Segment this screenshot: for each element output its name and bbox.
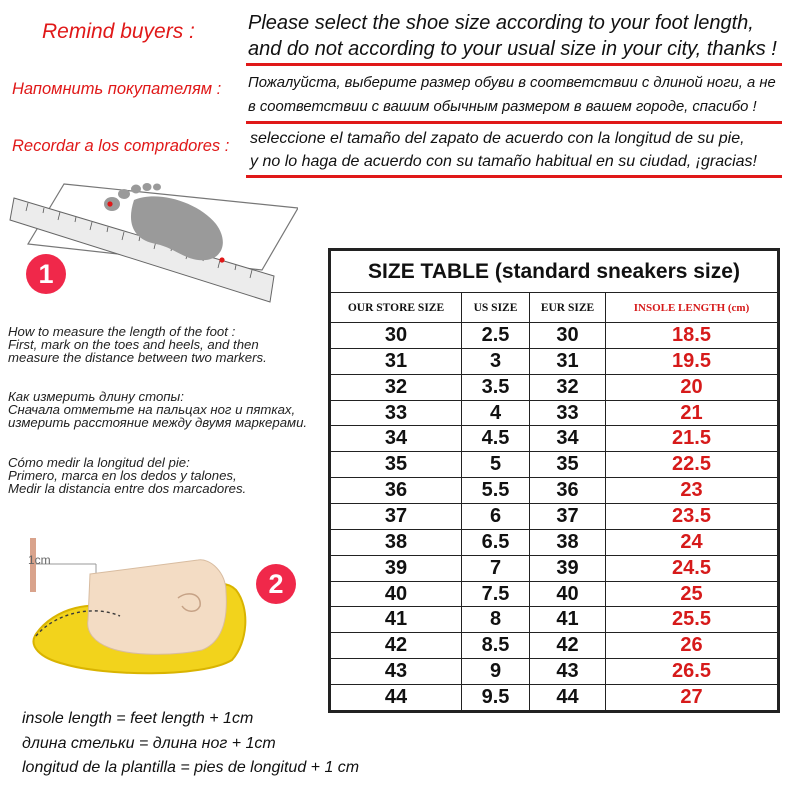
howto-line: Medir la distancia entre dos marcadores. — [8, 481, 247, 496]
store-size-cell: 41 — [331, 607, 462, 633]
insole-length-cell: 18.5 — [606, 323, 778, 349]
howto-line: измерить расстояние между двумя маркерами. — [8, 415, 308, 430]
store-size-cell: 40 — [331, 581, 462, 607]
red-underline — [246, 63, 782, 66]
table-row — [331, 323, 778, 349]
store-size-cell: 39 — [331, 555, 462, 581]
header-us-size: US SIZE — [462, 293, 530, 323]
table-row — [331, 529, 778, 555]
howto-line: Сначала отметьте на пальцах ног и пятках, — [8, 402, 296, 417]
store-size-cell: 31 — [331, 348, 462, 374]
howto-line: Cómo medir la longitud del pie: — [8, 455, 190, 470]
foot-shape — [88, 560, 227, 654]
us-size-cell: 5.5 — [462, 478, 530, 504]
header-eur-size: EUR SIZE — [530, 293, 606, 323]
insole-length-cell: 21 — [606, 400, 778, 426]
eur-size-cell: 38 — [530, 529, 606, 555]
insole-length-cell: 25.5 — [606, 607, 778, 633]
step-badge-2: 2 — [256, 564, 296, 604]
store-size-cell: 42 — [331, 633, 462, 659]
eur-size-cell: 43 — [530, 659, 606, 685]
howto-line: Primero, marca en los dedos y talones, — [8, 468, 237, 483]
store-size-cell: 44 — [331, 685, 462, 711]
insole-length-cell: 19.5 — [606, 348, 778, 374]
store-size-cell: 36 — [331, 478, 462, 504]
foot-ruler-illustration — [8, 178, 298, 318]
insole-length-cell: 21.5 — [606, 426, 778, 452]
red-underline — [246, 121, 782, 124]
table-row — [331, 685, 778, 711]
table-row — [331, 426, 778, 452]
us-size-cell: 8 — [462, 607, 530, 633]
insole-length-cell: 27 — [606, 685, 778, 711]
insole-length-cell: 25 — [606, 581, 778, 607]
header-store-size: OUR STORE SIZE — [331, 293, 462, 323]
table-row — [331, 478, 778, 504]
table-row — [331, 348, 778, 374]
formula-english: insole length = feet length + 1cm — [22, 710, 254, 727]
eur-size-cell: 30 — [530, 323, 606, 349]
size-table — [328, 248, 780, 713]
reminder-line: Please select the shoe size according to your foot length, — [248, 12, 754, 34]
store-size-cell: 43 — [331, 659, 462, 685]
reminder-line: and do not according to your usual size in your city, thanks ! — [248, 38, 777, 60]
us-size-cell: 6 — [462, 504, 530, 530]
eur-size-cell: 34 — [530, 426, 606, 452]
table-row — [331, 555, 778, 581]
insole-length-cell: 23 — [606, 478, 778, 504]
eur-size-cell: 35 — [530, 452, 606, 478]
eur-size-cell: 36 — [530, 478, 606, 504]
store-size-cell: 38 — [331, 529, 462, 555]
store-size-cell: 37 — [331, 504, 462, 530]
table-row — [331, 607, 778, 633]
eur-size-cell: 40 — [530, 581, 606, 607]
store-size-cell: 33 — [331, 400, 462, 426]
insole-length-cell: 26 — [606, 633, 778, 659]
table-row — [331, 374, 778, 400]
foot-insole-illustration — [14, 538, 250, 688]
us-size-cell: 8.5 — [462, 633, 530, 659]
insole-length-cell: 20 — [606, 374, 778, 400]
size-table-title: SIZE TABLE (standard sneakers size) — [331, 251, 778, 293]
table-row — [331, 504, 778, 530]
eur-size-cell: 31 — [530, 348, 606, 374]
table-row — [331, 400, 778, 426]
toe-marker — [107, 201, 112, 206]
insole-length-cell: 26.5 — [606, 659, 778, 685]
us-size-cell: 3 — [462, 348, 530, 374]
step-badge-1: 1 — [26, 254, 66, 294]
us-size-cell: 4.5 — [462, 426, 530, 452]
margin-label: 1cm — [28, 553, 51, 567]
reminder-line: в соответствии с вашим обычным размером в вашем городе, спасибо ! — [248, 99, 757, 115]
table-row — [331, 633, 778, 659]
formula-russian: длина стельки = длина ног + 1cm — [22, 735, 276, 752]
table-row — [331, 581, 778, 607]
header-insole-length: INSOLE LENGTH (cm) — [606, 293, 778, 323]
table-row — [331, 452, 778, 478]
us-size-cell: 3.5 — [462, 374, 530, 400]
store-size-cell: 30 — [331, 323, 462, 349]
reminder-label: Remind buyers : — [42, 20, 195, 43]
us-size-cell: 6.5 — [462, 529, 530, 555]
us-size-cell: 7.5 — [462, 581, 530, 607]
red-underline — [246, 175, 782, 178]
reminder-label: Recordar a los compradores : — [12, 137, 230, 155]
howto-line: measure the distance between two markers. — [8, 350, 267, 365]
formula-spanish: longitud de la plantilla = pies de longitud + 1 cm — [22, 759, 360, 776]
us-size-cell: 9.5 — [462, 685, 530, 711]
reminder-line: Пожалуйста, выберите размер обуви в соответствии с длиной ноги, а не — [248, 75, 776, 91]
reminder-line: seleccione el tamaño del zapato de acuerdo con la longitud de su pie, — [250, 130, 745, 147]
store-size-cell: 35 — [331, 452, 462, 478]
insole-length-cell: 24.5 — [606, 555, 778, 581]
eur-size-cell: 44 — [530, 685, 606, 711]
eur-size-cell: 42 — [530, 633, 606, 659]
heel-marker — [219, 257, 224, 262]
eur-size-cell: 39 — [530, 555, 606, 581]
us-size-cell: 7 — [462, 555, 530, 581]
us-size-cell: 4 — [462, 400, 530, 426]
table-row — [331, 659, 778, 685]
us-size-cell: 5 — [462, 452, 530, 478]
reminder-label: Напомнить покупателям : — [12, 80, 222, 98]
howto-line: Как измерить длину стопы: — [8, 389, 184, 404]
store-size-cell: 32 — [331, 374, 462, 400]
howto-line: First, mark on the toes and heels, and then — [8, 337, 259, 352]
howto-line: How to measure the length of the foot : — [8, 324, 236, 339]
store-size-cell: 34 — [331, 426, 462, 452]
reminder-line: y no lo haga de acuerdo con su tamaño habitual en su ciudad, ¡gracias! — [250, 153, 757, 170]
insole-length-cell: 22.5 — [606, 452, 778, 478]
us-size-cell: 9 — [462, 659, 530, 685]
eur-size-cell: 37 — [530, 504, 606, 530]
eur-size-cell: 33 — [530, 400, 606, 426]
us-size-cell: 2.5 — [462, 323, 530, 349]
eur-size-cell: 41 — [530, 607, 606, 633]
insole-length-cell: 23.5 — [606, 504, 778, 530]
eur-size-cell: 32 — [530, 374, 606, 400]
insole-length-cell: 24 — [606, 529, 778, 555]
